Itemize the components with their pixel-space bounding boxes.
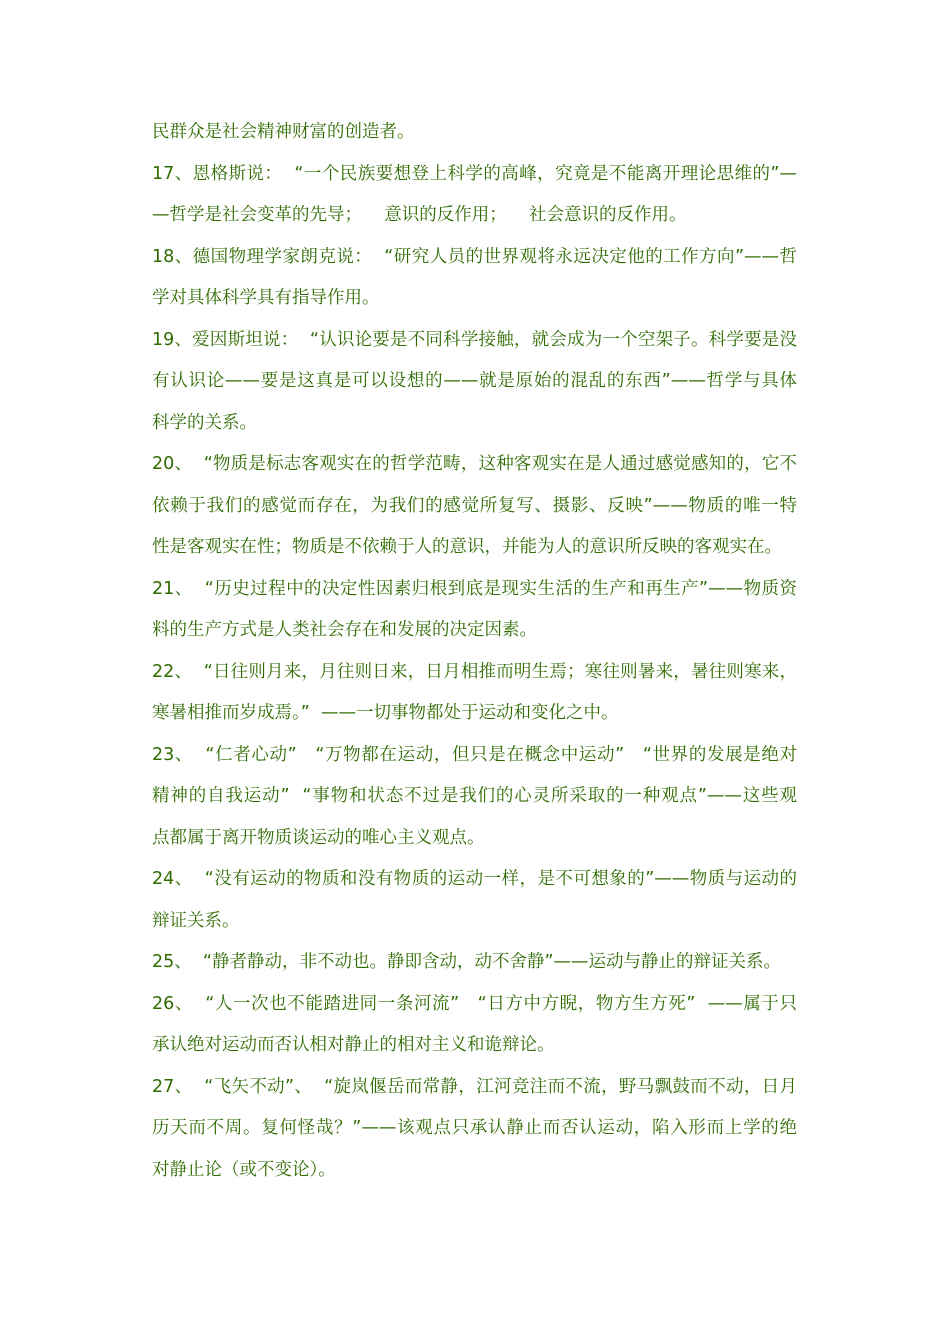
document-body [152,116,797,1195]
text-line: 20、 “物质是标志客观实在的哲学范畴，这种客观实在是人通过感觉感知的，它不 [152,454,797,474]
text-line: 对静止论（或不变论）。 [152,1159,336,1180]
text-line: 学对具体科学具有指导作用。 [152,288,380,308]
text-line: 辩证关系。 [152,910,240,931]
text-line: 点都属于离开物质谈运动的唯心主义观点。 [152,827,485,848]
text-line: 料的生产方式是人类社会存在和发展的决定因素。 [152,620,537,640]
text-line: 25、 “静者静动，非不动也。静即含动，动不舍静”——运动与静止的辩证关系。 [152,952,782,972]
text-line: —哲学是社会变革的先导； 意识的反作用； 社会意识的反作用。 [152,205,687,225]
text-line: 21、 “历史过程中的决定性因素归根到底是现实生活的生产和再生产”——物质资 [152,578,797,599]
text-line: 科学的关系。 [152,412,257,433]
text-line: 历天而不周。复何怪哉？”——该观点只承认静止而否认运动，陷入形而上学的绝 [152,1118,797,1138]
text-line: 有认识论——要是这真是可以设想的——就是原始的混乱的东西”——哲学与具体 [152,371,797,391]
text-line: 性是客观实在性；物质是不依赖于人的意识，并能为人的意识所反映的客观实在。 [152,537,782,557]
text-line: 24、 “没有运动的物质和没有物质的运动一样，是不可想象的”——物质与运动的 [152,869,797,889]
text-line: 承认绝对运动而否认相对静止的相对主义和诡辩论。 [152,1035,555,1055]
text-line: 27、 “飞矢不动”、 “旋岚偃岳而常静，江河竞注而不流，野马飘鼓而不动，日月 [152,1076,797,1097]
text-line: 寒暑相推而岁成焉。” ——一切事物都处于运动和变化之中。 [152,703,619,723]
text-line: 依赖于我们的感觉而存在，为我们的感觉所复写、摄影、反映”——物质的唯一特 [152,495,797,516]
text-line: 17、恩格斯说： “一个民族要想登上科学的高峰，究竟是不能离开理论思维的”— [152,163,797,184]
text-line: 精神的自我运动” “事物和状态不过是我们的心灵所采取的一种观点”——这些观 [152,786,797,806]
text-line: 18、德国物理学家朗克说： “研究人员的世界观将永远决定他的工作方向”——哲 [152,246,797,267]
text-line: 23、 “仁者心动” “万物都在运动，但只是在概念中运动” “世界的发展是绝对 [152,744,797,765]
text-line: 26、 “人一次也不能踏进同一条河流” “日方中方睨，物方生方死” ——属于只 [152,993,797,1014]
text-line: 19、爱因斯坦说： “认识论要是不同科学接触，就会成为一个空架子。科学要是没 [152,329,797,350]
text-line: 民群众是社会精神财富的创造者。 [152,122,415,142]
text-line: 22、 “日往则月来，月往则日来，日月相推而明生焉；寒往则暑来，暑往则寒来， [152,661,797,682]
